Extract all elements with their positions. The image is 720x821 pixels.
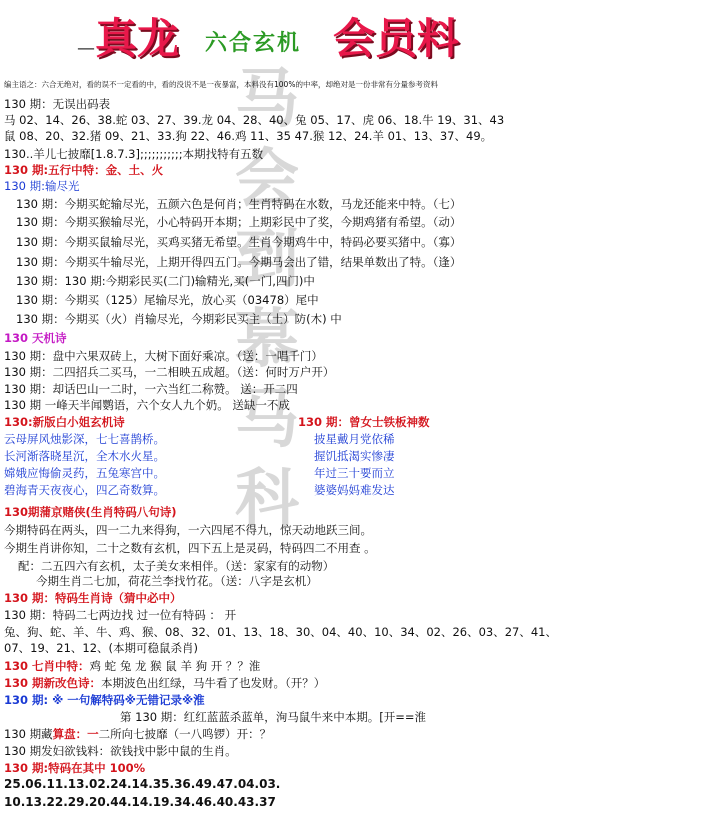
line-zodiac-list-1: 兔、狗、蛇、羊、牛、鸡、猴、08、32、01、13、18、30、04、40、10、34、02、26、03、27、41、 bbox=[4, 625, 557, 639]
right-poem-line: 年过三十要而立 bbox=[314, 466, 395, 480]
page-header bbox=[55, 4, 515, 64]
left-poem-line: 长河渐落晓星沉，全木水火星。 bbox=[4, 449, 165, 463]
abacus-value: 二所向七披靡（一八鸣锣）开：？ bbox=[98, 727, 272, 741]
line-zodiac-poem-1: 130 期：特码二七两边找 过一位有特码 ： 开 bbox=[4, 608, 237, 622]
line-zodiac-numbers-1: 马 02、14、26、38.蛇 03、27、39.龙 04、28、40、兔 05、17、虎 06、18.牛 19、31、43 bbox=[4, 113, 505, 127]
left-poem-line: 云母屏风烛影深，七七喜鹊桥。 bbox=[4, 432, 165, 446]
header-dash: — bbox=[77, 38, 95, 59]
watermark-char: 到 bbox=[235, 222, 299, 297]
line-seven-zodiac bbox=[4, 658, 260, 674]
watermark-char: 马 bbox=[235, 382, 299, 457]
line-gambler-title: 130期蒲京赌侠(生肖特码八句诗) bbox=[4, 505, 177, 519]
line-heaven-poem-2: 130 期：二四招兵二买马，一二相映五成超。（送：何时万户开） bbox=[4, 365, 335, 379]
line-abacus bbox=[4, 726, 271, 742]
line-heaven-poem-1: 130 期：盘中六果双砖上，大树下面好乘凉。（送：一唱千门） bbox=[4, 349, 323, 363]
line-sheep-seven: 130..羊儿七披靡[1.8.7.3];;;;;;;;;;;本期找特有五数 bbox=[4, 147, 264, 161]
line-five-elements: 130 期:五行中特：金、土、火 bbox=[4, 163, 164, 177]
line-lose-tail: 130 期：今期买（125）尾输尽光，放心买（03478）尾中 bbox=[16, 293, 319, 307]
header-title-sub: 六合玄机 bbox=[205, 30, 302, 56]
right-poem-line: 婆婆妈妈难发达 bbox=[314, 483, 395, 497]
line-color-poem bbox=[4, 675, 325, 691]
line-lose-door: 130 期：130 期:今期彩民买(二门)输精光,买(一门,四门)中 bbox=[16, 274, 315, 288]
header-title-member: 会员料 bbox=[333, 14, 460, 63]
seven-zodiac-label: 130 七肖中特： bbox=[4, 659, 90, 673]
line-heaven-poem-4: 130 期 一峰天半闻鹦语，六个女人九个奶。 送缺一不成 bbox=[4, 398, 290, 412]
line-numbers-2: 10.13.22.29.20.44.14.19.34.46.40.43.37 bbox=[4, 795, 276, 809]
header-title-brand: 真龙 bbox=[95, 14, 180, 63]
line-money-hint: 130 期发妇欲钱料：欲钱找中影中鼠的生肖。 bbox=[4, 744, 237, 758]
color-poem-label: 130 期新改色诗： bbox=[4, 676, 102, 690]
right-poem-line: 披星戴月党依稀 bbox=[314, 432, 395, 446]
line-gambler-1: 今期特码在两头，四一二九来得狗，一六四尾不得九，惊天动地跃三间。 bbox=[4, 523, 372, 537]
line-heaven-poem-3: 130 期：却话巴山一二时，一六当红二称赞。 送：开二四 bbox=[4, 382, 298, 396]
line-gambler-2: 今期生肖讲你知，二十之数有玄机，四下五上是灵码，特码四二不用查 。 bbox=[4, 541, 376, 555]
right-poem-title: 130 期：曾女士铁板神数 bbox=[298, 415, 430, 429]
abacus-prefix: 130 期藏 bbox=[4, 727, 53, 741]
watermark-char: 马 bbox=[235, 62, 299, 137]
line-gambler-3: 配：二五四六有玄机，太子美女来相伴。（送：家家有的动物） bbox=[18, 559, 335, 573]
line-zodiac-poem-title: 130 期：特码生肖诗（猜中必中） bbox=[4, 591, 182, 605]
color-poem-value: 本期波色出红绿，马牛看了也发财。（开？） bbox=[101, 676, 326, 690]
line-lose-all-title: 130 期:输尽光 bbox=[4, 179, 80, 193]
line-lose-monkey: 130 期：今期买猴输尽光，小心特码开本期；上期彩民中了奖，今期鸡猪有希望。（动） bbox=[16, 215, 462, 229]
line-zodiac-list-2: 07、19、21、12、(本期可稳鼠杀肖) bbox=[4, 641, 199, 655]
line-lose-rat: 130 期：今期买鼠输尽光，买鸡买猪无希望。生肖今期鸡牛中，特码必要买猪中。（寡） bbox=[16, 235, 462, 249]
watermark-char: 会 bbox=[235, 142, 299, 217]
abacus-label: 算盘：一 bbox=[52, 727, 99, 741]
right-poem-line: 握饥抵渴实惨凄 bbox=[314, 449, 395, 463]
left-poem-title: 130:新版白小姐玄机诗 bbox=[4, 415, 125, 429]
line-one-sentence-title: 130 期: ※ 一句解特码※无错记录※淮 bbox=[4, 693, 205, 707]
line-heaven-poem-title: 130 天机诗 bbox=[4, 331, 67, 345]
line-gambler-4: 今期生肖二七加，荷花兰李找竹花。（送：八字是玄机） bbox=[36, 574, 318, 588]
left-poem-line: 碧海青天夜夜心，四乙奇数算。 bbox=[4, 483, 165, 497]
line-special-code-title: 130 期:特码在其中 100% bbox=[4, 761, 146, 775]
line-draw-table: 130 期：无误出码表 bbox=[4, 97, 111, 111]
line-lose-ox: 130 期：今期买牛输尽光，上期开得四五门。今期马会出了错，结果单数出了特。（逢） bbox=[16, 255, 462, 269]
line-lose-element: 130 期：今期买（火）肖输尽光，今期彩民买主（土）防(木) 中 bbox=[16, 312, 342, 326]
watermark-char: 科 bbox=[235, 462, 299, 537]
left-poem-line: 嫦娥应悔偷灵药，五兔寒宫中。 bbox=[4, 466, 165, 480]
line-one-sentence: 第 130 期：红红蓝蓝杀蓝单，洵马鼠牛来中本期。[开==淮 bbox=[120, 710, 427, 724]
seven-zodiac-value: 鸡 蛇 兔 龙 猴 鼠 羊 狗 开 ？？淮 bbox=[89, 659, 261, 673]
watermark-char: 慕 bbox=[235, 302, 299, 377]
line-lose-snake: 130 期：今期买蛇输尽光，五颜六色是何肖；生肖特码在水数，马龙还能来中特。（七） bbox=[16, 197, 462, 211]
line-zodiac-numbers-2: 鼠 08、20、32.猪 09、21、33.狗 22、46.鸡 11、35 47.猴 12、24.羊 01、13、37、49。 bbox=[4, 129, 493, 143]
notice-text: 编主语之：六合无绝对，看的误不一定看的中，看的没说不是一夜暴富，本料没有100%的中率，却绝对是一份非常有分量参考资料 bbox=[4, 80, 438, 89]
line-numbers-1: 25.06.11.13.02.24.14.35.36.49.47.04.03. bbox=[4, 777, 281, 791]
